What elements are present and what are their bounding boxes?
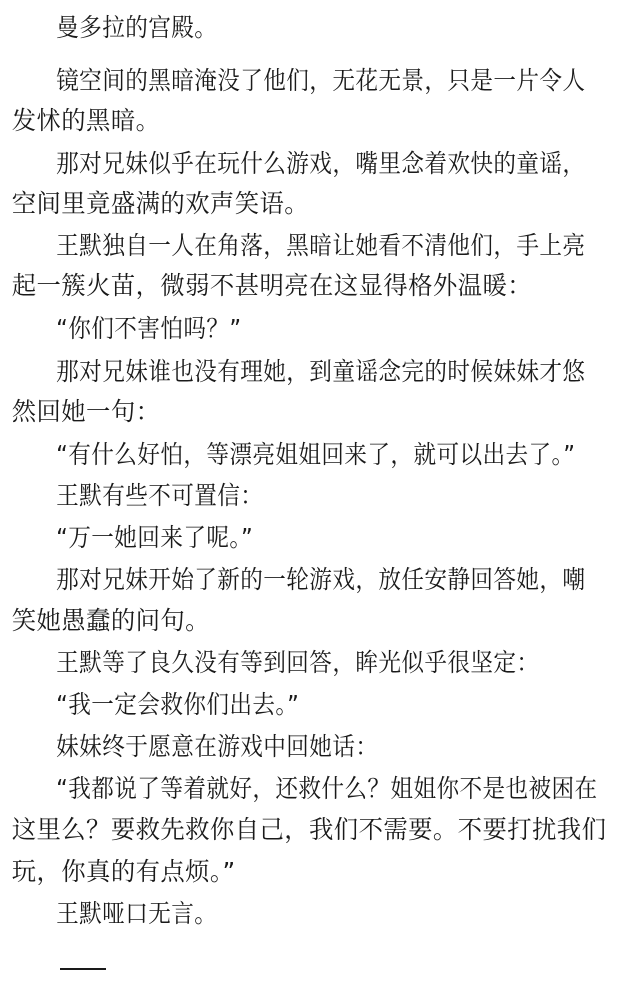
- text-line: “我都说了等着就好，还救什么？姐姐你不是也被困在: [56, 774, 598, 803]
- text-line: 王默有些不可置信：: [56, 481, 264, 510]
- text-line: 然回她一句：: [11, 397, 161, 426]
- text-line: 那对兄妹开始了新的一轮游戏，放任安静回答她，嘲: [56, 565, 586, 594]
- text-line: 镜空间的黑暗淹没了他们，无花无景，只是一片令人: [56, 66, 586, 95]
- text-line: “我一定会救你们出去。”: [56, 690, 300, 719]
- text-line: 玩，你真的有点烦。”: [11, 857, 236, 886]
- text-line: 发怵的黑暗。: [11, 106, 161, 135]
- text-line: 空间里竟盛满的欢声笑语。: [11, 189, 310, 218]
- text-line: 妹妹终于愿意在游戏中回她话：: [56, 732, 379, 761]
- text-line: 起一簇火苗，微弱不甚明亮在这显得格外温暖：: [11, 271, 533, 300]
- text-line: “万一她回来了呢。”: [56, 523, 254, 552]
- text-line: 王默哑口无言。: [56, 899, 218, 928]
- text-line: “你们不害怕吗？”: [56, 314, 242, 343]
- text-line: 笑她愚蠢的问句。: [11, 606, 210, 635]
- text-line: 这里么？要救先救你自己，我们不需要。不要打扰我们: [11, 815, 607, 844]
- text-line: 曼多拉的宫殿。: [56, 13, 218, 42]
- text-line: 王默独自一人在角落，黑暗让她看不清他们，手上亮: [56, 231, 586, 260]
- section-divider: [60, 968, 106, 970]
- text-line: 王默等了良久没有等到回答，眸光似乎很坚定：: [56, 648, 540, 677]
- text-line: 那对兄妹谁也没有理她，到童谣念完的时候妹妹才悠: [56, 357, 586, 386]
- text-line: “有什么好怕，等漂亮姐姐回来了，就可以出去了。”: [56, 440, 576, 469]
- text-line: 那对兄妹似乎在玩什么游戏，嘴里念着欢快的童谣，: [56, 149, 586, 178]
